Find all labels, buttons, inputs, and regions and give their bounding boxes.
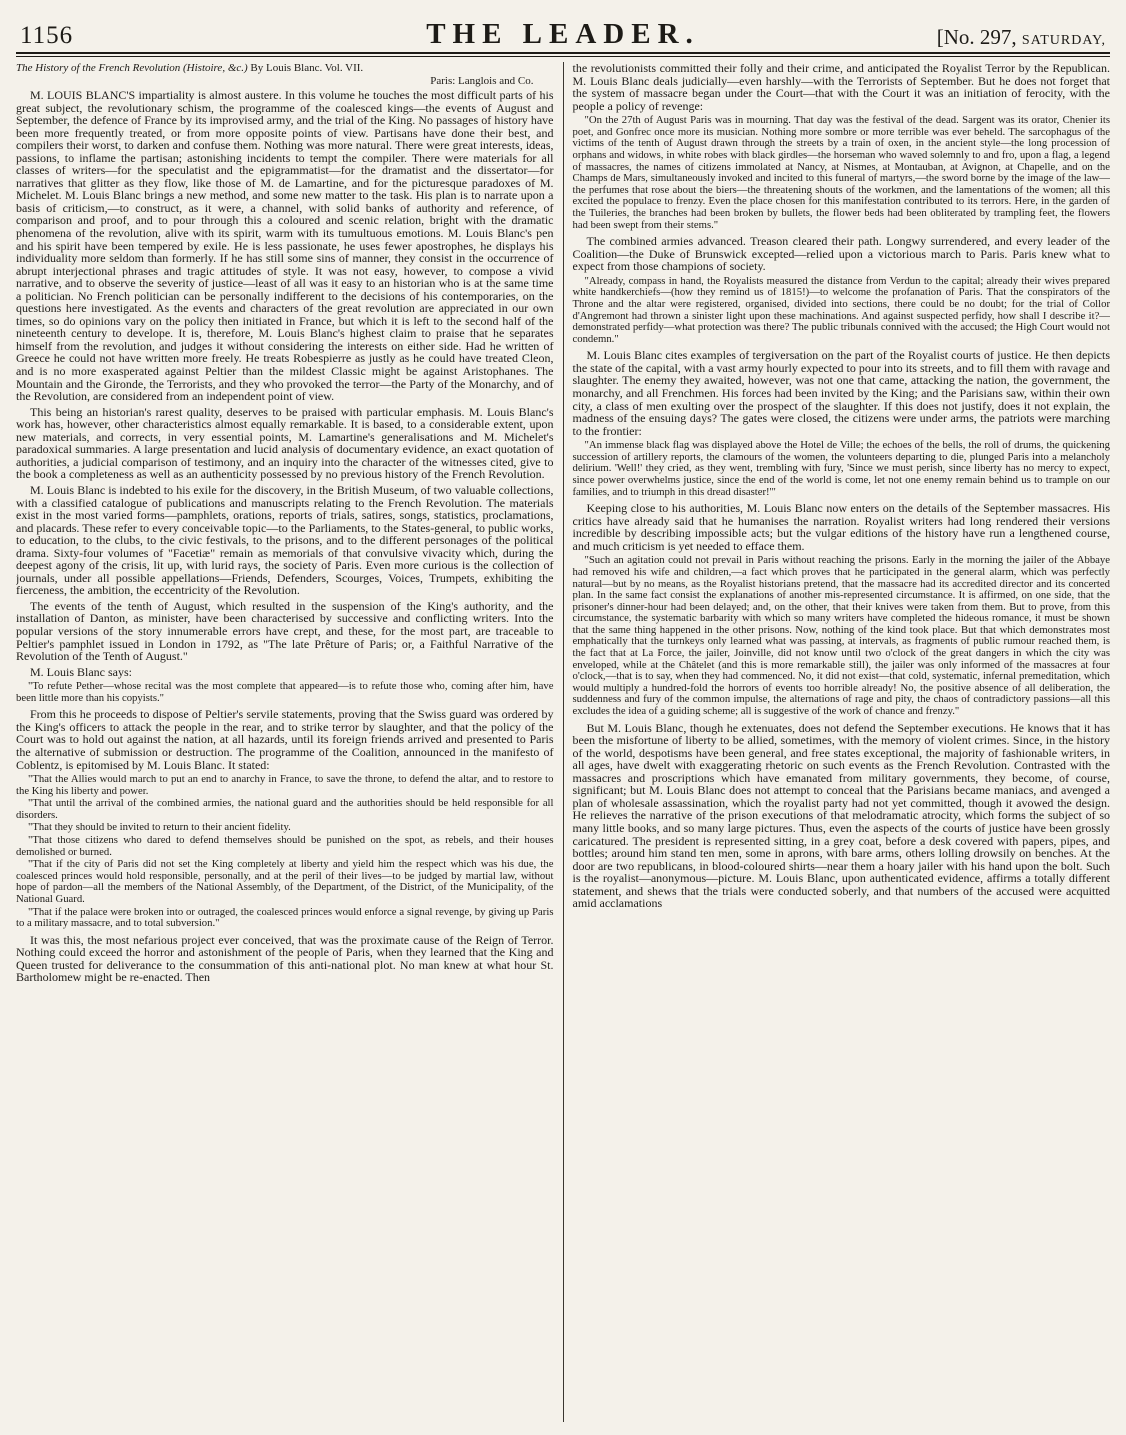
lead-paragraph: M. LOUIS BLANC'S impartiality is almost austere. In this volume he touches the most difficult parts of his great subject, the revolutionary schism, the programme of the coalesced kings—the events of August and September, the defence of France by its improvised army, and the trial of the King. No passages of history have been more frequently treated, or from more opposite points of view. Partisans have done their best, and compilers their worst, to darken and confuse them. Nothing was more natural. There were great interests, ideas, passions, to inflame the partisan; astonishing incidents to tempt the compiler. There were materials for all classes of writers—for the speculatist and the epigrammatist—for the dramatist and the dissertator—for narratives that glitter as they flow, like those of M. de Lamartine, and for the picturesque paradoxes of M. Michelet. M. Louis Blanc brings a new method, and some new matter to the task. His plan is to narrate upon a basis of criticism,—to construct, as it were, a channel, with solid banks of authority and reference, of comparison and proof, and to pour through this a coloured and scenic relation, bright with the dramatic phenomena of the revolution, alive with its spirit, warm with its tumultuous emotions. M. Louis Blanc's pen and his spirit have been tempered by exile. He is less passionate, he uses fewer apostrophes, he displays his individuality more seldom than formerly. If he has still some sins of manner, they consist in the occurrence of abrupt interjectional phrases and tragic attitudes of style. It was not easy, however, to compose a vivid narrative, and to observe the severity of justice—least of all was it easy to an historian who is at the same time a politician. No French politician can be personally indifferent to the decisions of his contemporaries, on the questions here investigated. As the events and characters of the great revolution are appreciated in our own times, so do opinions vary on the policy then initiated in France, but which it is left to the second half of the nineteenth century to develope. It is, therefore, M. Louis Blanc's highest claim to praise that he separates himself from the revolution, and judges it without considering the interests on either side. Had he written of Greece he could not have written more freely. He treats Robespierre as justly as he could have treated Cleon, and is no more exasperated against Peltier than the mildest Classic might be against Aristophanes. The Mountain and the Gironde, the Terrorists, and they who provoked the terror—the Party of the Monarchy, and of the Revolution, are considered from an independent point of view. <box>16 88 554 404</box>
book-publisher: Paris: Langlois and Co. <box>430 74 534 87</box>
right-column-body <box>573 62 1111 910</box>
issue-label: [No. 297, <box>936 25 1017 49</box>
quoted-passage: "To refute Pether—whose recital was the most complete that appeared—is to refute those who, coming after him, have been little more than his copyists." <box>16 680 554 704</box>
article-paragraph: From this he proceeds to dispose of Peltier's servile statements, proving that the Swiss guard was ordered by the King's officers to attack the people in the rear, and to strike terror by slaughter, and that the policy of the Court was to hold out against the nation, at all hazards, until its foreign friends arrived and presented to Paris the alternative of submission or destruction. The programme of the Coalition, announced in the manifesto of Coblentz, is epitomised by M. Louis Blanc. It stated: <box>16 707 554 772</box>
article-paragraph: The events of the tenth of August, which resulted in the suspension of the King's authority, and the installation of Danton, as minister, have been characterised by successive and conflicting writers. Into the popular versions of the story innumerable errors have crept, and these, for the most part, are traceable to Peltier's pamphlet issued in London in 1792, as "The late Prêture of Paris; or, a Faithful Narrative of the Revolution of the Tenth of August." <box>16 598 554 664</box>
quoted-passage: "An immense black flag was displayed above the Hotel de Ville; the echoes of the bells, the roll of drums, the quickening succession of artillery reports, the clamours of the women, the volunteers departing to die, plunged Paris into a melancholy delirium. 'Well!' they cried, as they went, trembling with fury, 'Since we must perish, since liberty has no mercy to expect, since power overwhelms justice, since the end of the world is come, let not one enemy remain behind us to trample on our families, and to triumph in this dread disaster!'" <box>572 439 1110 498</box>
right-column <box>563 62 1111 1422</box>
page-number: 1156 <box>20 22 74 49</box>
left-column <box>16 62 563 1422</box>
quotation-block <box>16 681 554 704</box>
quoted-passage: "That until the arrival of the combined armies, the national guard and the authorities should be held responsible for all disorders. <box>16 797 554 821</box>
quotation-block <box>573 440 1111 498</box>
quoted-passage: "That if the palace were broken into or outraged, the coalesced princes would enforce a signal revenge, by giving up Paris to a military massacre, and to total subversion." <box>16 905 554 930</box>
article-paragraph: M. Louis Blanc cites examples of tergiversation on the part of the Royalist courts of justice. He then depicts the state of the capital, with a vast army hourly expected to pour into its streets, and to fill them with ravage and slaughter. The enemy they awaited, however, was not one that came, attacking the nation, the government, the monarchy, and all Frenchmen. His forces had been invited by the King; and the Parisians saw, within their own city, a class of men exulting over the prospect of the slaughter. If this does not justify, does it not explain, the madness of the ensuing days? The gates were closed, the citizens were under arms, the patriots were marching to the frontier: <box>572 348 1110 438</box>
quoted-passage: "That those citizens who dared to defend themselves should be punished on the spot, as rebels, and their houses demolished or burned. <box>16 834 554 858</box>
article-paragraph: M. Louis Blanc says: <box>30 664 132 679</box>
quoted-passage: "Such an agitation could not prevail in Paris without reaching the prisons. Early in the morning the jailer of the Abbaye had removed his wife and children,—a fact which proves that he participated in the general alarm, which was perfectly natural—but by no means, as the Royalist historians pretend, that the massacre had its accredited director and its concerted plan. In the same fact consist the explanations of another mis-represented circumstance. It is affirmed, on one side, that the prisoner's dinner-hour had been delayed; and, on the other, that their knives were taken from them. But to prove, from this circumstance, the systematic barbarity with which so many writers have completed the hideous romance, it must be shown that the same thing happened in the other prisons. Now, nothing of the kind took place. But that which demonstrates most emphatically that the turnkeys only learned what was passing, at intervals, as fragments of public rumour reached them, is the fact that at La Force, the jailer, Joinville, did not know until two o'clock of the great dangers in which the city was enveloped, while at the Châtelet (and this is more remarkable still), the jailer was only informed of the massacres at four o'clock,—that is to say, when they had commenced. No, it did not exist—that cold, systematic, infernal premeditation, which would multiply a hundred-fold the horrors of events too horrible already! No, the positive absence of all deliberation, the suddenness and fury of the common impulse, the alternations of rage and pity, the chaos of contradictory passions—all this excludes the idea of a guiding scheme; all is suggestive of the work of chance and frenzy." <box>572 554 1110 718</box>
article-paragraph: But M. Louis Blanc, though he extenuates, does not defend the September executions. He knows that it has been the misfortune of liberty to be allied, sometimes, with the memory of violent crimes. Since, in the history of the world, despotisms have been general, and free states exceptional, the majority of fashionable writers, in all ages, have dwelt with exaggerating rhetoric on such events as the French Revolution. Contrasted with the massacres and proscriptions which have emanated from military governments, they become, of course, significant; but M. Louis Blanc does not attempt to conceal that the Parisians became maniacs, and avenged a plan of wholesale assassination, which the royalist party had not yet committed, though it avowed the design. He relieves the narrative of the prison executions of that melodramatic atrocity, which forms the subject of so many little books, and so many large pictures. Thus, even the aspects of the courts of justice have been grossly caricatured. The president is represented sitting, in a grey coat, before a desk covered with papers, pipes, and bottles; around him stand ten men, some in aprons, with bare arms, others lolling drowsily on benches. At the door are two republicans, in blood-coloured shirts—near them a hoary jailer with his hand upon the bolt. Such is the royalist—anonymous—picture. M. Louis Blanc, upon authenticated evidence, affirms a totally different statement, and shews that the trials were conducted soberly, and that numbers of the accused were acquitted amid acclamations <box>572 720 1110 911</box>
article-paragraph: This being an historian's rarest quality, deserves to be praised with particular emphasis. M. Louis Blanc's work has, however, other characteristics almost equally remarkable. It is based, to a considerable extent, upon new materials, and corrects, in very essential points, M. Lamartine's generalisations and M. Michelet's paradoxical summaries. A large presentation and lucid analysis of documentary evidence, an exact quotation of authorities, a judicial comparison of testimony, and an inquiry into the character of the witnesses cited, give to the book a completeness as well as an authenticity possessed by no previous history of the French Revolution. <box>16 404 554 482</box>
newspaper-title: THE LEADER. <box>426 18 700 50</box>
book-author: By Louis Blanc. Vol. VII. <box>250 62 364 74</box>
quoted-passage: "That if the city of Paris did not set the King completely at liberty and yield him the respect which was his due, the coalesced princes would hold responsible, personally, and at the peril of their lives—to be judged by martial law, without hope of pardon—all the members of the National Assembly, of the Department, of the District, of the Municipality, of the National Guard. <box>16 858 554 906</box>
review-heading <box>16 62 554 87</box>
quoted-passage: "That they should be invited to return to their ancient fidelity. <box>28 821 291 834</box>
quotation-block <box>573 115 1111 231</box>
article-columns <box>16 62 1110 1422</box>
quoted-passage: "Already, compass in hand, the Royalists measured the distance from Verdun to the capital; already their wives prepared white handkerchiefs—(how they remind us of 1815!)—to welcome the profanation of Paris. That the conspirators of the Throne and the altar were registered, organised, divided into sections, there could be no doubt; for the trial of Collor d'Angremont had thrown a sinister light upon these machinations. And against suspected perfidy, how shall I describe it?—demonstrated perfidy—what protection was there? The public tribunals connived with the accused; the High Court would not condemn." <box>572 274 1110 345</box>
article-paragraph: The combined armies advanced. Treason cleared their path. Longwy surrendered, and every leader of the Coalition—the Duke of Brunswick excepted—relied upon a victorious march to Paris. Paris knew what to expect from those champions of society. <box>572 234 1110 274</box>
issue-day: SATURDAY, <box>1021 33 1106 48</box>
article-paragraph: Keeping close to his authorities, M. Louis Blanc now enters on the details of the September massacres. His critics have already said that he humanises the narration. Royalist writers had long rendered their versions incredible by describing impossible acts; but the vulgar editions of the history have run a lengthened course, and much criticism is yet needed to efface them. <box>572 501 1110 553</box>
quotation-block <box>16 774 554 930</box>
masthead-rule <box>16 56 1110 57</box>
quoted-passage: "On the 27th of August Paris was in mourning. That day was the festival of the dead. Sargent was its orator, Chenier its poet, and Gonfrec once more its musician. Nothing more sombre or more terrible was ever beheld. The sarcophagus of the victims of the tenth of August drawn through the streets by a train of oxen, in the ancient style—the long procession of orphans and widows, in white robes with black girdles—the horseman who waved solemnly to and fro, upon a flag, a legend of massacres, the names of citizens immolated at Nancy, at Nismes, at Montauban, at Avignon, at Chapelle, and on the Champs de Mars, simultaneously invoked and incited to this funeral of martyrs,—the sword borne by the image of the law—the perfumes that rose about the biers—the threatening shouts of the workmen, and the lamentations of the women; all this excited the populace to frenzy. Even the place chosen for this manifestation contributed to its terrors. Here, in the garden of the Tuileries, the branches had been broken by bullets, the flower beds had been obliterated by trampling feet, the flowers had been swept from their stems." <box>572 114 1110 231</box>
book-title: The History of the French Revolution (Histoire, &c.) <box>16 62 248 74</box>
masthead <box>16 14 1110 54</box>
article-paragraph: the revolutionists committed their folly and their crime, and anticipated the Royalist Terror by the Republican. M. Louis Blanc deals judicially—even harshly—with the Terrorists of September. But he does not forget that the system of massacre began under the Court—that with the Court it was an initiation of ferocity, with the people a policy of revenge: <box>572 62 1110 113</box>
article-paragraph: It was this, the most nefarious project ever conceived, that was the proximate cause of the Reign of Terror. Nothing could exceed the horror and astonishment of the people of Paris, when they learned that the King and Queen trusted for deliverance to the consummation of this anti-national plot. No man knew at what hour St. Bartholomew might be re-enacted. Then <box>16 932 554 985</box>
quoted-passage: "That the Allies would march to put an end to anarchy in France, to save the throne, to defend the altar, and to restore to the King his liberty and power. <box>16 773 554 797</box>
left-column-body <box>16 89 554 984</box>
quotation-block <box>573 555 1111 717</box>
quotation-block <box>573 276 1111 346</box>
article-paragraph: M. Louis Blanc is indebted to his exile for the discovery, in the British Museum, of two valuable collections, with a classified catalogue of publications and manuscripts relating to the French Revolution. The materials exist in the most varied forms—pamphlets, orations, reports of trials, satires, songs, statistics, proclamations, and placards. These refer to every conceivable topic—to the Parliaments, to the States-general, to public works, to education, to the clubs, to the civic festivals, to the prisons, and to the different personages of the political drama. Sixty-four volumes of "Facetiæ" remain as memorials of that convulsive vivacity which, during the deepest agony of the crisis, lit up, with lurid rays, the society of Paris. Even more curious is the collection of journals, under all possible appellations—Friends, Defenders, Scourges, Voices, Trumpets, exhibiting the fierceness, the ambition, the eccentricity of the Revolution. <box>16 482 554 598</box>
